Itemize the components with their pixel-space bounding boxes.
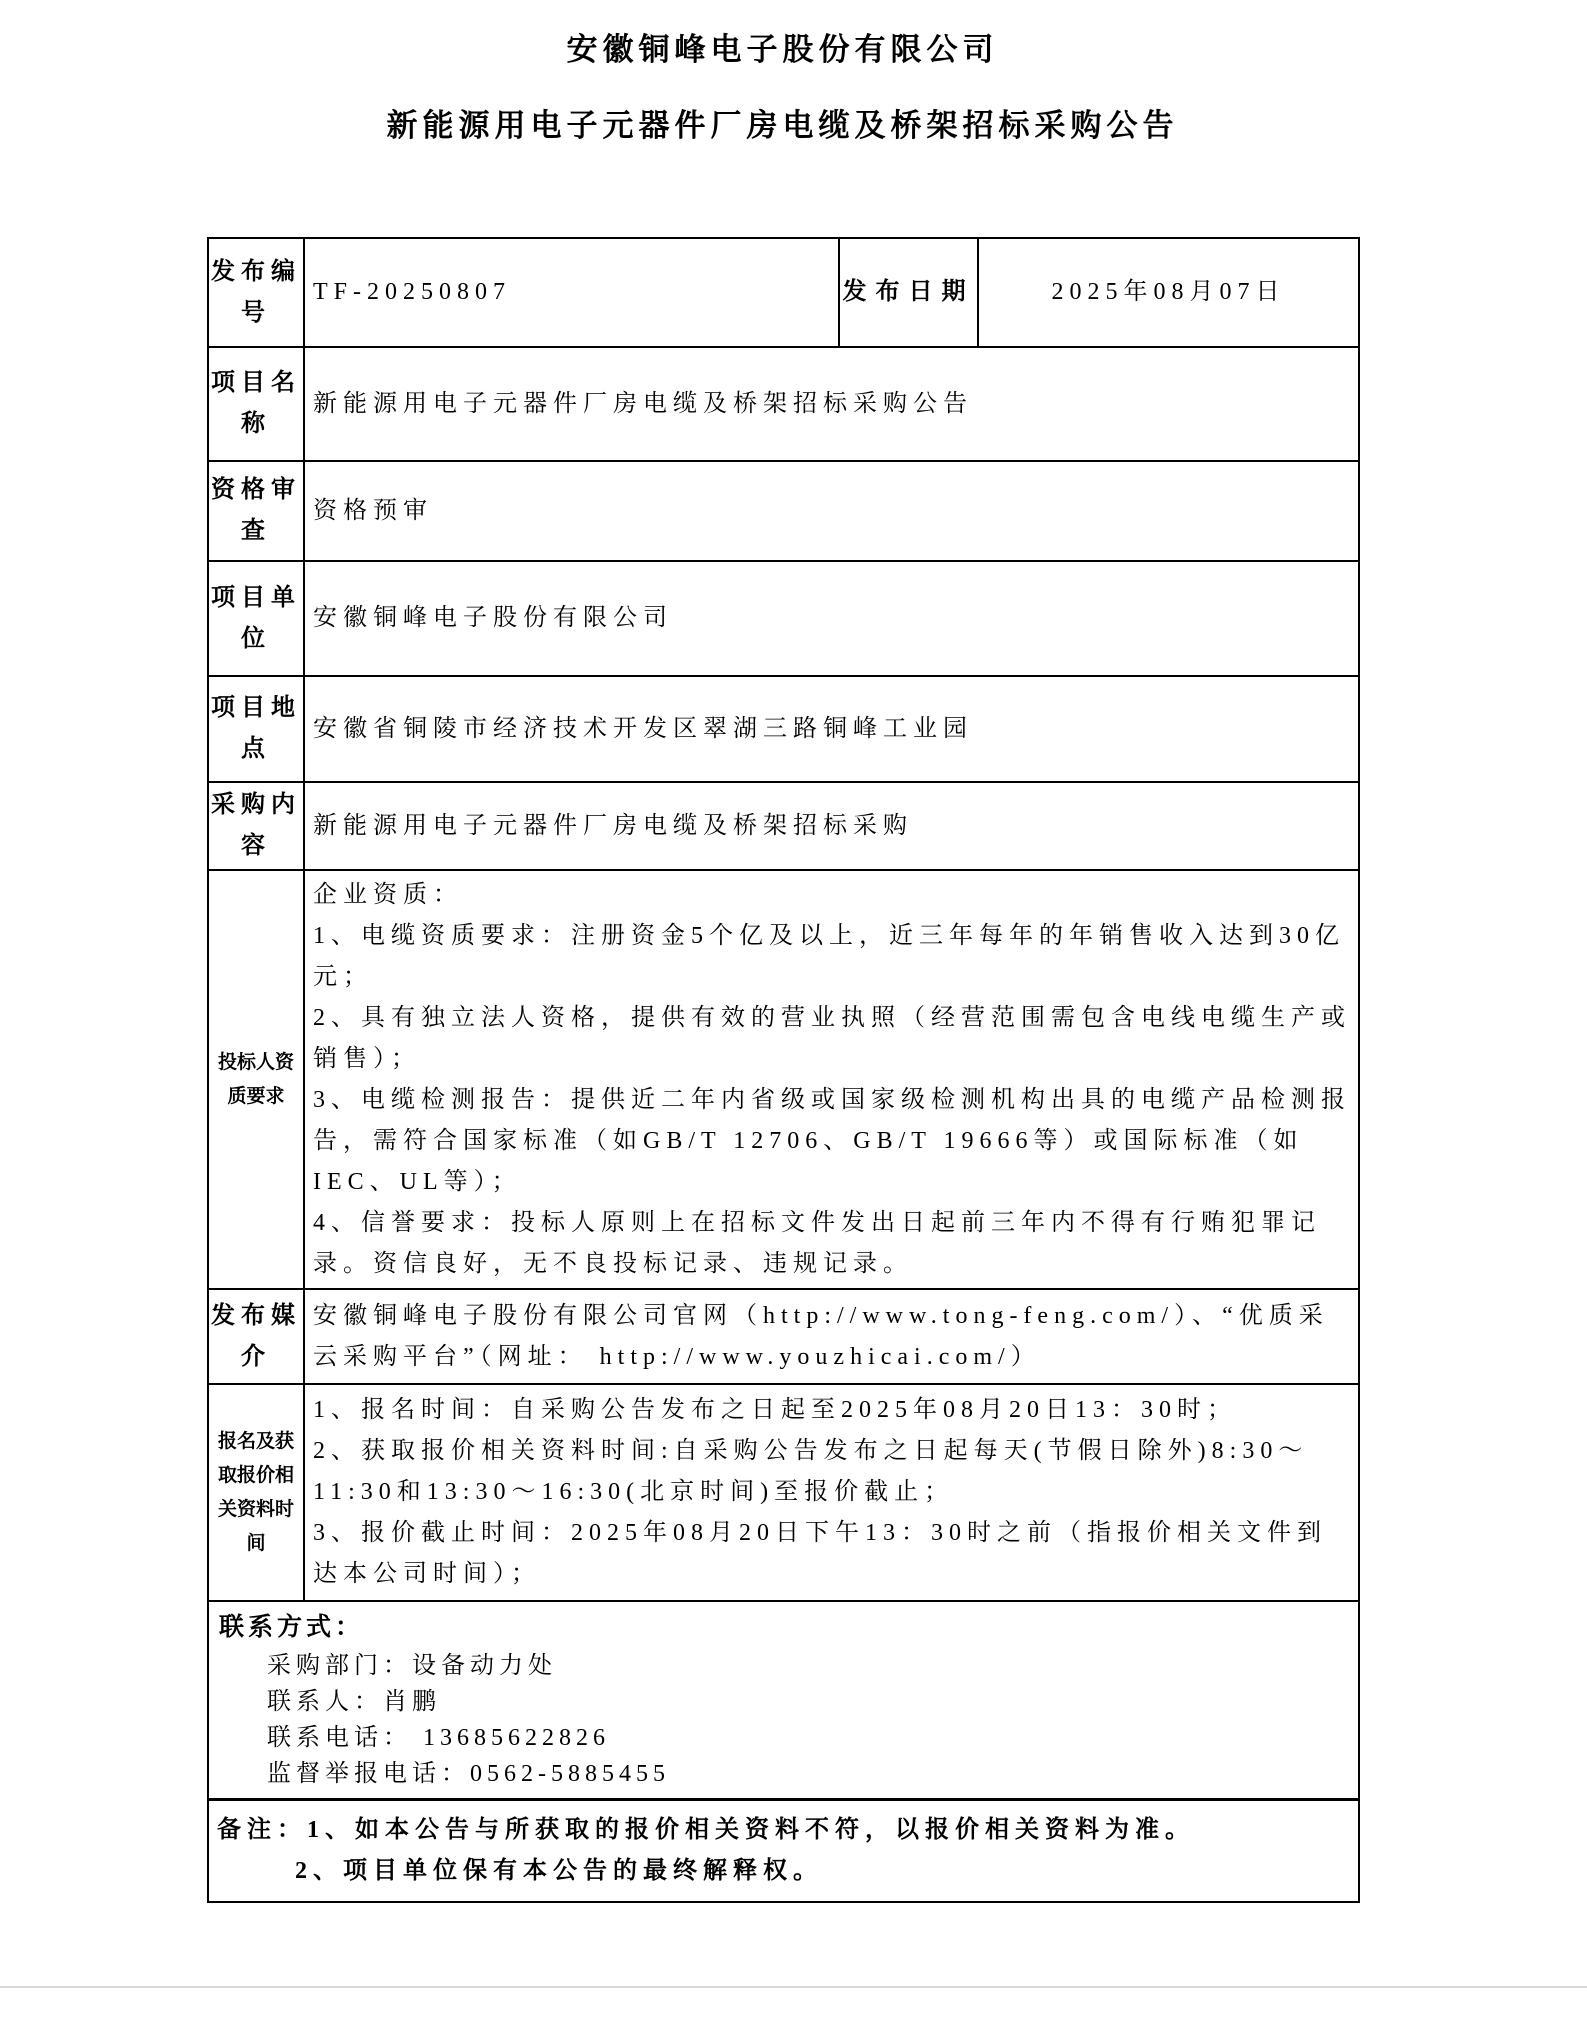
remarks-line-1 bbox=[217, 1810, 1354, 1851]
row-procurement-content bbox=[208, 782, 1359, 870]
row-qualification-review bbox=[208, 461, 1359, 561]
schedule-item: 3、报价截止时间：2025年08月20日下午13：30时之前（指报价相关文件到达本公司时间）； bbox=[313, 1520, 1327, 1587]
contact-department: 采购部门：设备动力处 bbox=[267, 1653, 557, 1679]
row-contact bbox=[208, 1601, 1359, 1800]
project-unit-label: 项目单位 bbox=[208, 561, 304, 676]
qualification-intro: 企业资质： bbox=[313, 881, 463, 908]
procurement-content-value: 新能源用电子元器件厂房电缆及桥架招标采购 bbox=[304, 782, 1359, 870]
title-block bbox=[207, 0, 1358, 146]
project-unit-value: 安徽铜峰电子股份有限公司 bbox=[304, 561, 1359, 676]
publish-media-value: 安徽铜峰电子股份有限公司官网（http://www.tong-feng.com/）、“优质采云采购平台”（网址： http://www.youzhicai.com/） bbox=[304, 1289, 1359, 1384]
contact-supervision-phone: 监督举报电话：0562-5885455 bbox=[267, 1761, 670, 1787]
project-location-value: 安徽省铜陵市经济技术开发区翠湖三路铜峰工业园 bbox=[304, 676, 1359, 782]
remarks-line-2: 2、项目单位保有本公告的最终解释权。 bbox=[295, 1858, 823, 1884]
publish-media-label: 发布媒介 bbox=[208, 1289, 304, 1384]
publish-no-label: 发布编号 bbox=[208, 238, 304, 347]
publish-date-label: 发布日期 bbox=[839, 238, 978, 347]
page-bottom-divider bbox=[0, 1986, 1587, 1988]
announcement-table bbox=[207, 237, 1360, 1903]
company-title: 安徽铜峰电子股份有限公司 bbox=[566, 32, 999, 67]
row-project-name bbox=[208, 347, 1359, 461]
project-name-label: 项目名称 bbox=[208, 347, 304, 461]
bidder-qualification-label: 投标人资质要求 bbox=[208, 870, 304, 1289]
row-project-unit bbox=[208, 561, 1359, 676]
project-location-label: 项目地点 bbox=[208, 676, 304, 782]
qualification-item: 2、具有独立法人资格，提供有效的营业执照（经营范围需包含电线电缆生产或销售）； bbox=[313, 1004, 1351, 1072]
publish-date-value: 2025年08月07日 bbox=[978, 238, 1359, 347]
qualification-item: 1、电缆资质要求：注册资金5个亿及以上，近三年每年的年销售收入达到30亿元； bbox=[313, 922, 1345, 990]
qualification-review-value: 资格预审 bbox=[304, 461, 1359, 561]
contact-cell bbox=[208, 1601, 1359, 1800]
publish-no-value: TF-20250807 bbox=[304, 238, 839, 347]
contact-person: 联系人：肖鹏 bbox=[267, 1689, 441, 1715]
contact-phone: 联系电话： 13685622826 bbox=[267, 1725, 610, 1751]
remarks-cell bbox=[208, 1800, 1359, 1903]
procurement-content-label: 采购内容 bbox=[208, 782, 304, 870]
row-publish-media bbox=[208, 1289, 1359, 1384]
project-name-value: 新能源用电子元器件厂房电缆及桥架招标采购公告 bbox=[304, 347, 1359, 461]
schedule-label: 报名及获取报价相关资料时间 bbox=[208, 1384, 304, 1601]
bidder-qualification-value bbox=[304, 870, 1359, 1289]
row-project-location bbox=[208, 676, 1359, 782]
contact-heading: 联系方式： bbox=[219, 1614, 365, 1641]
remarks-item: 1、如本公告与所获取的报价相关资料不符，以报价相关资料为准。 bbox=[307, 1817, 1195, 1843]
schedule-item: 2、获取报价相关资料时间:自采购公告发布之日起每天(节假日除外)8:30～11:30和13:30～16:30(北京时间)至报价截止； bbox=[313, 1438, 1309, 1505]
row-publish-info bbox=[208, 238, 1359, 347]
row-schedule bbox=[208, 1384, 1359, 1601]
row-bidder-qualification bbox=[208, 870, 1359, 1289]
qualification-item: 3、电缆检测报告：提供近二年内省级或国家级检测机构出具的电缆产品检测报告，需符合国家标准（如GB/T 12706、GB/T 19666等）或国际标准（如IEC、UL等）； bbox=[313, 1086, 1351, 1195]
schedule-item: 1、报名时间：自采购公告发布之日起至2025年08月20日13：30时； bbox=[313, 1397, 1237, 1423]
remarks-prefix: 备注： bbox=[217, 1817, 307, 1843]
qualification-review-label: 资格审查 bbox=[208, 461, 304, 561]
announcement-title: 新能源用电子元器件厂房电缆及桥架招标采购公告 bbox=[386, 108, 1179, 143]
qualification-item: 4、信誉要求：投标人原则上在招标文件发出日起前三年内不得有行贿犯罪记录。资信良好，无不良投标记录、违规记录。 bbox=[313, 1209, 1321, 1277]
row-remarks bbox=[208, 1800, 1359, 1903]
schedule-value bbox=[304, 1384, 1359, 1601]
